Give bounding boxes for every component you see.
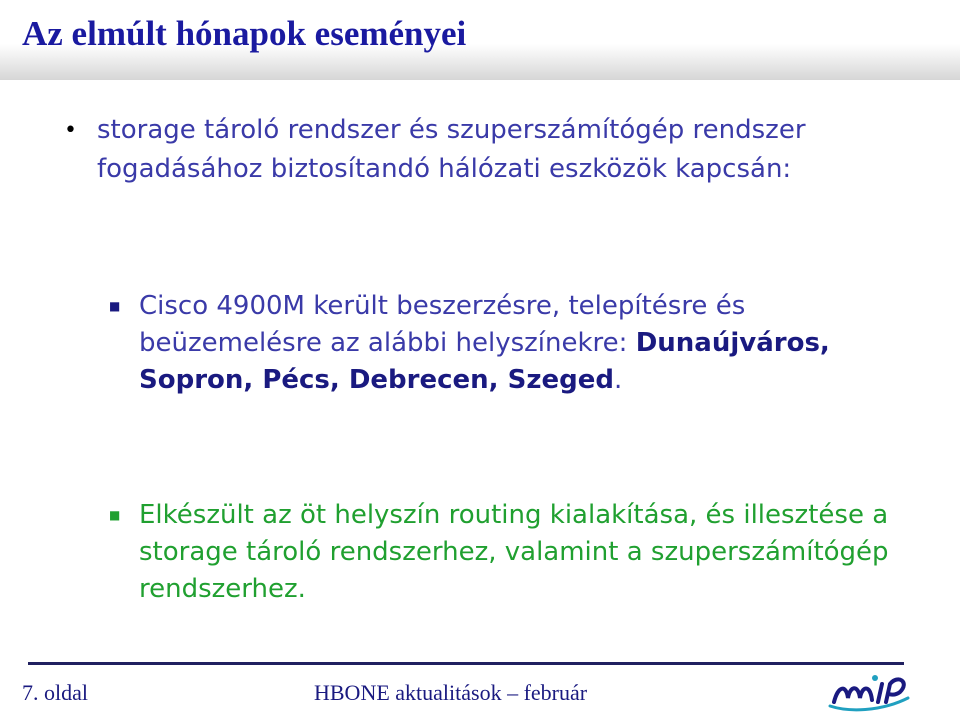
bullet-item [64,111,857,189]
footer-title: HBONE aktualitások – február [314,680,588,705]
footer-divider [28,662,904,665]
niif-logo-icon [828,668,912,712]
square-bullet-icon: ■ [109,508,121,522]
bullet-text: storage tároló rendszer és szuperszámítógép rendszer fogadásához biztosítandó hálózati eszközök kapcsán: [97,115,806,184]
sub-bullet-item [109,288,929,399]
slide-title: Az elmúlt hónapok eseményei [22,14,467,53]
round-bullet-icon: • [64,118,77,143]
page-number: 7. oldal [22,680,88,705]
square-bullet-icon: ■ [109,299,121,313]
sub-bullet-text: Elkészült az öt helyszín routing kialakítása, és illesztése a storage tároló rendszerhez, valamint a szuperszámítógép rendszerhez. [139,500,889,604]
sub-bullet-text: Cisco 4900M került beszerzésre, telepítésre és beüzemelésre az alábbi helyszínekre: [139,291,746,358]
sub-bullet-bold-text: Dunaújváros, Sopron, Pécs, Debrecen, Szeged [139,328,830,395]
sub-bullet-item [109,497,929,608]
sub-bullet-trailing: . [613,365,623,395]
